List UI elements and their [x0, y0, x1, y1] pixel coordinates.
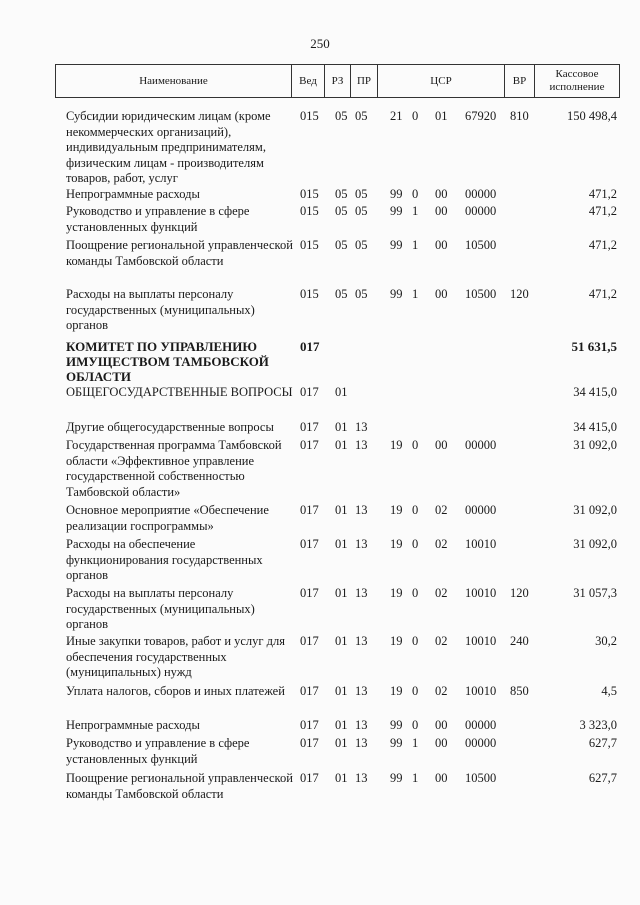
row-csr-3: 00 [435, 187, 448, 201]
row-csr-3: 00 [435, 736, 448, 750]
row-ved: 017 [300, 503, 319, 517]
row-csr-1: 19 [390, 438, 403, 452]
row-ved: 017 [300, 438, 319, 452]
row-amount: 471,2 [588, 287, 617, 301]
row-rz: 01 [335, 634, 348, 648]
row-rz: 01 [335, 420, 348, 434]
row-csr-2: 1 [412, 771, 419, 785]
row-vr: 810 [510, 109, 529, 123]
row-csr-4: 10010 [465, 586, 497, 600]
row-csr-3: 02 [435, 537, 448, 551]
row-name: Уплата налогов, сборов и иных платежей [66, 684, 285, 698]
row-csr-4: 00000 [465, 438, 497, 452]
row-name: ОБЩЕГОСУДАРСТВЕННЫЕ ВОПРОСЫ [66, 385, 293, 399]
header-ved: Вед [292, 65, 325, 97]
row-ved: 017 [300, 420, 319, 434]
row-amount: 4,5 [601, 684, 617, 698]
row-csr-1: 99 [390, 771, 403, 785]
row-pr: 05 [355, 287, 368, 301]
row-csr-2: 1 [412, 287, 419, 301]
row-pr: 13 [355, 586, 368, 600]
row-csr-3: 02 [435, 634, 448, 648]
row-ved: 017 [300, 385, 319, 399]
row-csr-1: 19 [390, 634, 403, 648]
row-amount: 31 092,0 [573, 503, 617, 517]
row-name: Основное мероприятие «Обеспечение реализации госпрограммы» [66, 503, 269, 533]
row-ved: 015 [300, 287, 319, 301]
row-pr: 13 [355, 718, 368, 732]
row-csr-1: 99 [390, 238, 403, 252]
header-csr: ЦСР [378, 65, 505, 97]
row-csr-4: 10500 [465, 238, 497, 252]
row-rz: 01 [335, 503, 348, 517]
row-csr-4: 10500 [465, 287, 497, 301]
row-csr-3: 00 [435, 718, 448, 732]
row-pr: 13 [355, 684, 368, 698]
row-csr-3: 01 [435, 109, 448, 123]
row-ved: 017 [300, 771, 319, 785]
row-csr-4: 10010 [465, 634, 497, 648]
row-amount: 471,2 [588, 238, 617, 252]
row-csr-3: 00 [435, 771, 448, 785]
row-csr-1: 21 [390, 109, 403, 123]
row-rz: 01 [335, 385, 348, 399]
row-rz: 05 [335, 238, 348, 252]
row-vr: 120 [510, 287, 529, 301]
row-csr-4: 00000 [465, 736, 497, 750]
row-amount: 150 498,4 [567, 109, 617, 123]
row-rz: 05 [335, 187, 348, 201]
row-ved: 017 [300, 684, 319, 698]
row-csr-4: 67920 [465, 109, 497, 123]
row-csr-2: 0 [412, 718, 419, 732]
row-csr-1: 99 [390, 736, 403, 750]
row-name: Другие общегосударственные вопросы [66, 420, 274, 434]
row-ved: 015 [300, 204, 319, 218]
row-pr: 13 [355, 771, 368, 785]
row-amount: 31 057,3 [573, 586, 617, 600]
row-name: Государственная программа Тамбовской области «Эффективное управление государственной собственностью Тамбовской области» [66, 438, 282, 499]
row-vr: 850 [510, 684, 529, 698]
row-csr-1: 19 [390, 586, 403, 600]
row-amount: 471,2 [588, 187, 617, 201]
row-csr-4: 00000 [465, 718, 497, 732]
row-csr-2: 0 [412, 438, 419, 452]
row-vr: 240 [510, 634, 529, 648]
row-name: Субсидии юридическим лицам (кроме некоммерческих организаций), индивидуальным предпринимателям, физическим лицам - производителям товаров, работ, услуг [66, 109, 271, 185]
row-csr-2: 1 [412, 204, 419, 218]
row-name: Расходы на обеспечение функционирования государственных органов [66, 537, 263, 582]
row-csr-2: 0 [412, 634, 419, 648]
row-csr-1: 19 [390, 537, 403, 551]
row-ved: 017 [300, 537, 319, 551]
row-name: Непрограммные расходы [66, 718, 200, 732]
row-rz: 01 [335, 537, 348, 551]
row-csr-4: 10010 [465, 684, 497, 698]
row-csr-1: 99 [390, 187, 403, 201]
row-amount: 34 415,0 [573, 420, 617, 434]
row-csr-1: 99 [390, 204, 403, 218]
row-pr: 05 [355, 204, 368, 218]
row-csr-3: 00 [435, 438, 448, 452]
row-rz: 01 [335, 438, 348, 452]
row-csr-3: 02 [435, 503, 448, 517]
header-vr: ВР [505, 65, 535, 97]
row-ved: 017 [300, 736, 319, 750]
row-csr-2: 0 [412, 537, 419, 551]
row-pr: 13 [355, 503, 368, 517]
row-rz: 05 [335, 204, 348, 218]
row-amount: 31 092,0 [573, 438, 617, 452]
row-name: Поощрение региональной управленческой команды Тамбовской области [66, 238, 293, 268]
row-csr-4: 00000 [465, 187, 497, 201]
row-name: Руководство и управление в сфере установленных функций [66, 204, 250, 234]
row-amount: 627,7 [588, 736, 617, 750]
row-csr-3: 00 [435, 287, 448, 301]
row-csr-1: 19 [390, 503, 403, 517]
row-csr-2: 0 [412, 109, 419, 123]
page-number: 250 [310, 36, 330, 51]
row-csr-3: 02 [435, 684, 448, 698]
row-ved: 017 [300, 339, 320, 354]
row-ved: 017 [300, 634, 319, 648]
row-vr: 120 [510, 586, 529, 600]
header-rz: РЗ [325, 65, 351, 97]
row-amount: 3 323,0 [579, 718, 617, 732]
row-name: КОМИТЕТ ПО УПРАВЛЕНИЮ ИМУЩЕСТВОМ ТАМБОВСКОЙ ОБЛАСТИ [66, 339, 269, 384]
row-pr: 13 [355, 634, 368, 648]
row-csr-1: 99 [390, 287, 403, 301]
row-csr-4: 10500 [465, 771, 497, 785]
row-csr-2: 0 [412, 684, 419, 698]
row-rz: 01 [335, 771, 348, 785]
row-csr-1: 19 [390, 684, 403, 698]
row-csr-2: 0 [412, 503, 419, 517]
header-name: Наименование [56, 65, 292, 97]
table-header [55, 64, 620, 98]
row-amount: 30,2 [595, 634, 617, 648]
row-name: Расходы на выплаты персоналу государственных (муниципальных) органов [66, 287, 255, 332]
row-csr-2: 1 [412, 736, 419, 750]
row-rz: 01 [335, 586, 348, 600]
row-rz: 01 [335, 684, 348, 698]
row-rz: 05 [335, 109, 348, 123]
row-amount: 51 631,5 [571, 339, 617, 354]
row-pr: 13 [355, 438, 368, 452]
row-csr-3: 00 [435, 204, 448, 218]
row-csr-3: 02 [435, 586, 448, 600]
row-csr-4: 00000 [465, 204, 497, 218]
row-amount: 34 415,0 [573, 385, 617, 399]
row-ved: 015 [300, 238, 319, 252]
row-amount: 31 092,0 [573, 537, 617, 551]
row-ved: 015 [300, 187, 319, 201]
row-csr-1: 99 [390, 718, 403, 732]
row-amount: 471,2 [588, 204, 617, 218]
row-pr: 05 [355, 238, 368, 252]
row-rz: 01 [335, 736, 348, 750]
row-pr: 05 [355, 187, 368, 201]
row-ved: 017 [300, 718, 319, 732]
row-pr: 05 [355, 109, 368, 123]
row-csr-4: 10010 [465, 537, 497, 551]
row-ved: 017 [300, 586, 319, 600]
row-rz: 05 [335, 287, 348, 301]
row-name: Иные закупки товаров, работ и услуг для обеспечения государственных (муниципальных) нужд [66, 634, 286, 679]
row-name: Расходы на выплаты персоналу государственных (муниципальных) органов [66, 586, 255, 631]
header-pr: ПР [351, 65, 378, 97]
row-csr-2: 0 [412, 187, 419, 201]
row-pr: 13 [355, 736, 368, 750]
row-amount: 627,7 [588, 771, 617, 785]
row-rz: 01 [335, 718, 348, 732]
row-name: Непрограммные расходы [66, 187, 200, 201]
header-amount: Кассовое исполнение [549, 68, 605, 93]
row-name: Руководство и управление в сфере установленных функций [66, 736, 250, 766]
row-csr-4: 00000 [465, 503, 497, 517]
row-name: Поощрение региональной управленческой команды Тамбовской области [66, 771, 293, 801]
row-csr-3: 00 [435, 238, 448, 252]
row-ved: 015 [300, 109, 319, 123]
row-pr: 13 [355, 537, 368, 551]
row-pr: 13 [355, 420, 368, 434]
row-csr-2: 1 [412, 238, 419, 252]
row-csr-2: 0 [412, 586, 419, 600]
